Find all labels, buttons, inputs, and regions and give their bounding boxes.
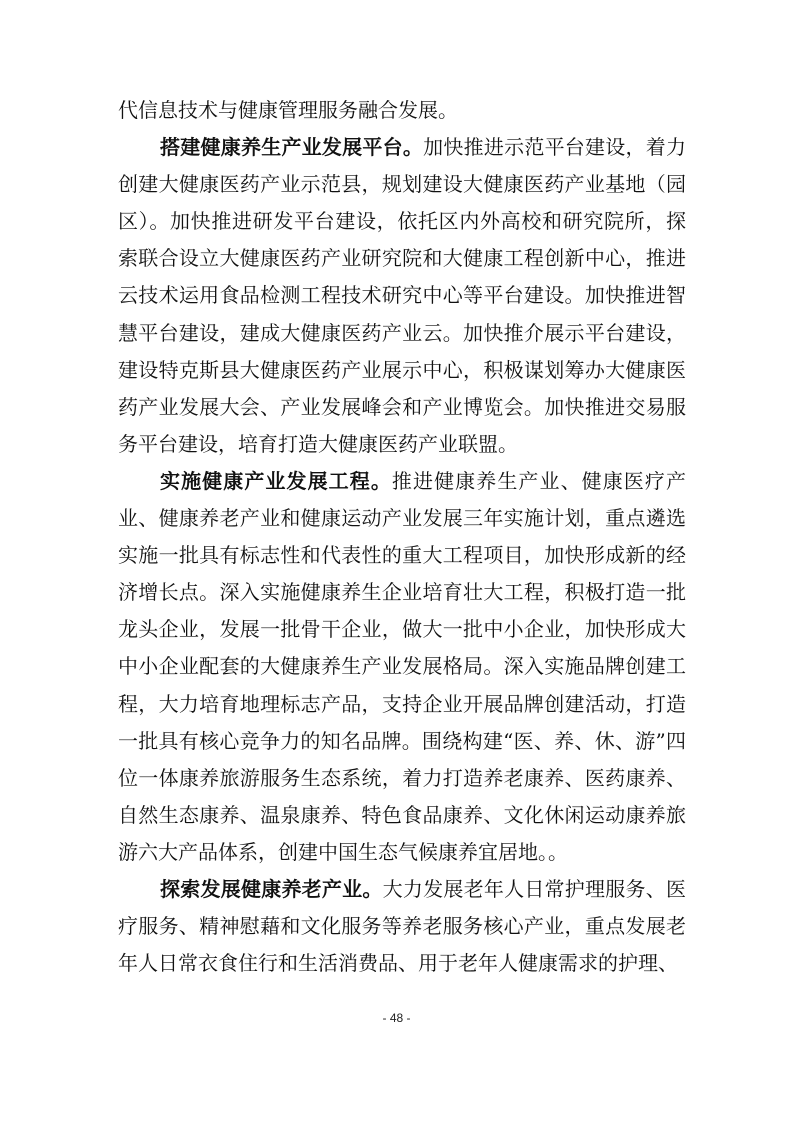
paragraph-4-lead: 探索发展健康养老产业。 [160,876,383,901]
paragraph-2 [118,129,686,463]
paragraph-3-text: 推进健康养生产业、健康医疗产业、健康养老产业和健康运动产业发展三年实施计划，重点遴选实施一批具有标志性和代表性的重大工程项目，加快形成新的经济增长点。深入实施健康养生企业培育壮大工程，积极打造一批龙头企业，发展一批骨干企业，做大一批中小企业，加快形成大中小企业配套的大健康养生产业发展格局。深入实施品牌创建工程，大力培育地理标志产品，支持企业开展品牌创建活动，打造一批具有核心竞争力的知名品牌。围绕构建“医、养、休、游”四位一体康养旅游服务生态系统，着力打造养老康养、医药康养、自然生态康养、温泉康养、特色食品康养、文化休闲运动康养旅游六大产品体系，创建中国生态气候康养宜居地。。 [118,468,687,864]
paragraph-2-text: 加快推进示范平台建设，着力创建大健康医药产业示范县，规划建设大健康医药产业基地（园区）。加快推进研发平台建设，依托区内外高校和研究院所，探索联合设立大健康医药产业研究院和大健康工程创新中心，推进云技术运用食品检测工程技术研究中心等平台建设。加快推进智慧平台建设，建成大健康医药产业云。加快推介展示平台建设，建设特克斯县大健康医药产业展示中心，积极谋划筹办大健康医药产业发展大会、产业发展峰会和产业博览会。加快推进交易服务平台建设，培育打造大健康医药产业联盟。 [118,135,687,456]
paragraph-1-text: 代信息技术与健康管理服务融合发展。 [118,98,458,122]
paragraph-3 [118,463,686,871]
paragraph-1 [118,92,686,129]
paragraph-4-text: 大力发展老年人日常护理服务、医疗服务、精神慰藉和文化服务等养老服务核心产业，重点发展老年人日常衣食住行和生活消费品、用于老年人健康需求的护理、 [118,876,687,976]
page-number: - 48 - [382,1011,411,1025]
paragraph-2-lead: 搭建健康养生产业发展平台。 [160,135,424,160]
document-body [118,92,686,982]
paragraph-4 [118,871,686,982]
paragraph-3-lead: 实施健康产业发展工程。 [160,468,392,493]
